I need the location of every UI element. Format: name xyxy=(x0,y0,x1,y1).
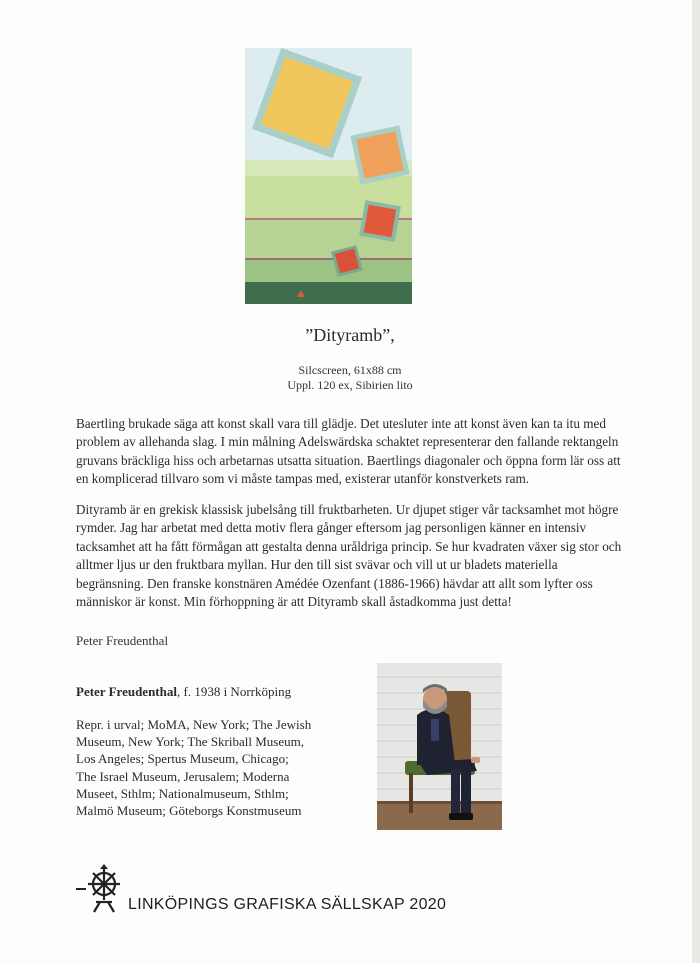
footer-society: LINKÖPINGS GRAFISKA SÄLLSKAP 2020 xyxy=(128,896,447,913)
signature: Peter Freudenthal xyxy=(76,633,169,648)
dityramb-artwork xyxy=(245,48,412,304)
page-edge xyxy=(692,0,700,963)
paragraph-baertling: Baertling brukade säga att konst skall vara till glädje. Det utesluter inte att konst även kan ta itu med problem av allehanda slag. I min målning Adelswärdska schaktet representerar den fallande rektangeln gruvans bräckliga hiss och arbetarnas utsatta situation. Baertlings diagonaler och öppna form lär oss att en komplicerad tillvaro som vi måste tampas med, existerar utanför konstverkets ram. xyxy=(76,416,621,487)
bio-line: Museum, New York; The Skriball Museum, xyxy=(76,734,304,750)
bio-heading xyxy=(76,684,291,700)
bio-collections xyxy=(76,716,346,819)
bio-line: Malmö Museum; Göteborgs Konstmuseum xyxy=(76,803,302,819)
artwork-title: ”Dityramb”, xyxy=(305,325,395,345)
bio-line: Los Angeles; Spertus Museum, Chicago; xyxy=(76,751,289,767)
bio-line: Museet, Sthlm; Nationalmuseum, Sthlm; xyxy=(76,785,289,801)
bio-name: Peter Freudenthal xyxy=(76,684,177,699)
paragraph-dityramb: Dityramb är en grekisk klassisk jubelsång till fruktbarheten. Ur djupet stiger vår tacksamhet mot högre rymder. Jag har arbetat med detta motiv flera gånger eftersom jag personligen känner en intensiv tacksamhet att ha fått förmågan att gestalta denna uråldriga princip. Se hur kvadraten växer sig stor och alltmer ljus ur den fruktbara myllan. Hur den till sist svävar och vill ut ur bladets materiella begränsning. Den franske konstnären Amédée Ozenfant (1886-1966) hävdar att allt som lyfter oss människor är konst. Min förhoppning är att Dityramb skall åstadkomma just detta! xyxy=(76,502,622,610)
artwork-spec-size: Silcscreen, 61x88 cm xyxy=(298,363,402,377)
bio-born: , f. 1938 i Norrköping xyxy=(176,684,292,699)
artwork-spec-edition: Uppl. 120 ex, Sibirien lito xyxy=(287,378,413,392)
bio-line: The Israel Museum, Jerusalem; Moderna xyxy=(76,768,290,784)
artist-photo xyxy=(377,663,502,830)
bio-line: Repr. i urval; MoMA, New York; The Jewish xyxy=(76,717,312,732)
printing-press-wheel-icon xyxy=(76,862,132,914)
